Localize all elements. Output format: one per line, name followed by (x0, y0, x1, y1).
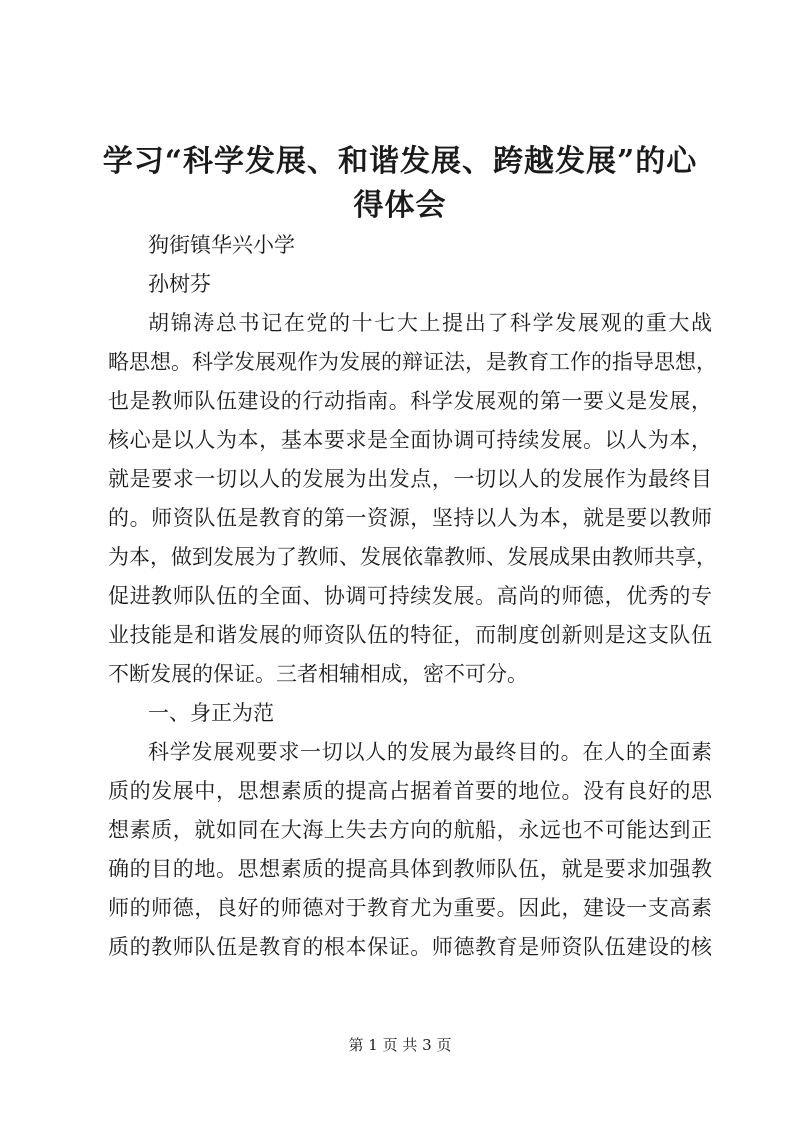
paragraph-line: 师的师德，良好的师德对于教育尤为重要。因此，建设一支高素 (108, 896, 712, 920)
title-line-1: 学习“科学发展、和谐发展、跨越发展”的心 (102, 144, 698, 179)
paragraph-line: 略思想。科学发展观作为发展的辩证法，是教育工作的指导思想， (108, 350, 717, 374)
document-title (100, 140, 700, 228)
paragraph-line: 促进教师队伍的全面、协调可持续发展。高尚的师德，优秀的专 (108, 584, 712, 608)
paragraph-line: 核心是以人为本，基本要求是全面协调可持续发展。以人为本， (108, 428, 712, 452)
paragraph-line: 质的教师队伍是教育的根本保证。师德教育是师资队伍建设的核 (108, 935, 712, 959)
paragraph-line: 为本，做到发展为了教师、发展依靠教师、发展成果由教师共享， (108, 545, 717, 569)
section-heading: 一、身正为范 (148, 701, 274, 725)
paragraph-line: 不断发展的保证。三者相辅相成，密不可分。 (108, 662, 528, 686)
paragraph-line: 科学发展观要求一切以人的发展为最终目的。在人的全面素 (148, 740, 712, 764)
paragraph-line: 胡锦涛总书记在党的十七大上提出了科学发展观的重大战 (148, 311, 712, 335)
page-indicator: 第 1 页 共 3 页 (348, 1036, 452, 1054)
paragraph-line: 确的目的地。思想素质的提高具体到教师队伍，就是要求加强教 (108, 857, 712, 881)
paragraph-2 (108, 733, 712, 967)
paragraph-line: 就是要求一切以人的发展为出发点，一切以人的发展作为最终目 (108, 467, 712, 491)
paragraph-line: 的。师资队伍是教育的第一资源，坚持以人为本，就是要以教师 (108, 506, 712, 530)
school-name: 狗街镇华兴小学 (148, 233, 295, 257)
paragraph-line: 业技能是和谐发展的师资队伍的特征，而制度创新则是这支队伍 (108, 623, 712, 647)
author-name: 孙树芬 (148, 272, 211, 296)
paragraph-line: 质的发展中，思想素质的提高占据着首要的地位。没有良好的思 (108, 779, 712, 803)
paragraph-line: 也是教师队伍建设的行动指南。科学发展观的第一要义是发展， (108, 389, 712, 413)
title-line-2: 得体会 (353, 188, 447, 223)
page-footer (0, 1035, 800, 1055)
paragraph-line: 想素质，就如同在大海上失去方向的航船，永远也不可能达到正 (108, 818, 712, 842)
document-body (108, 226, 717, 967)
paragraph-1 (108, 304, 717, 694)
